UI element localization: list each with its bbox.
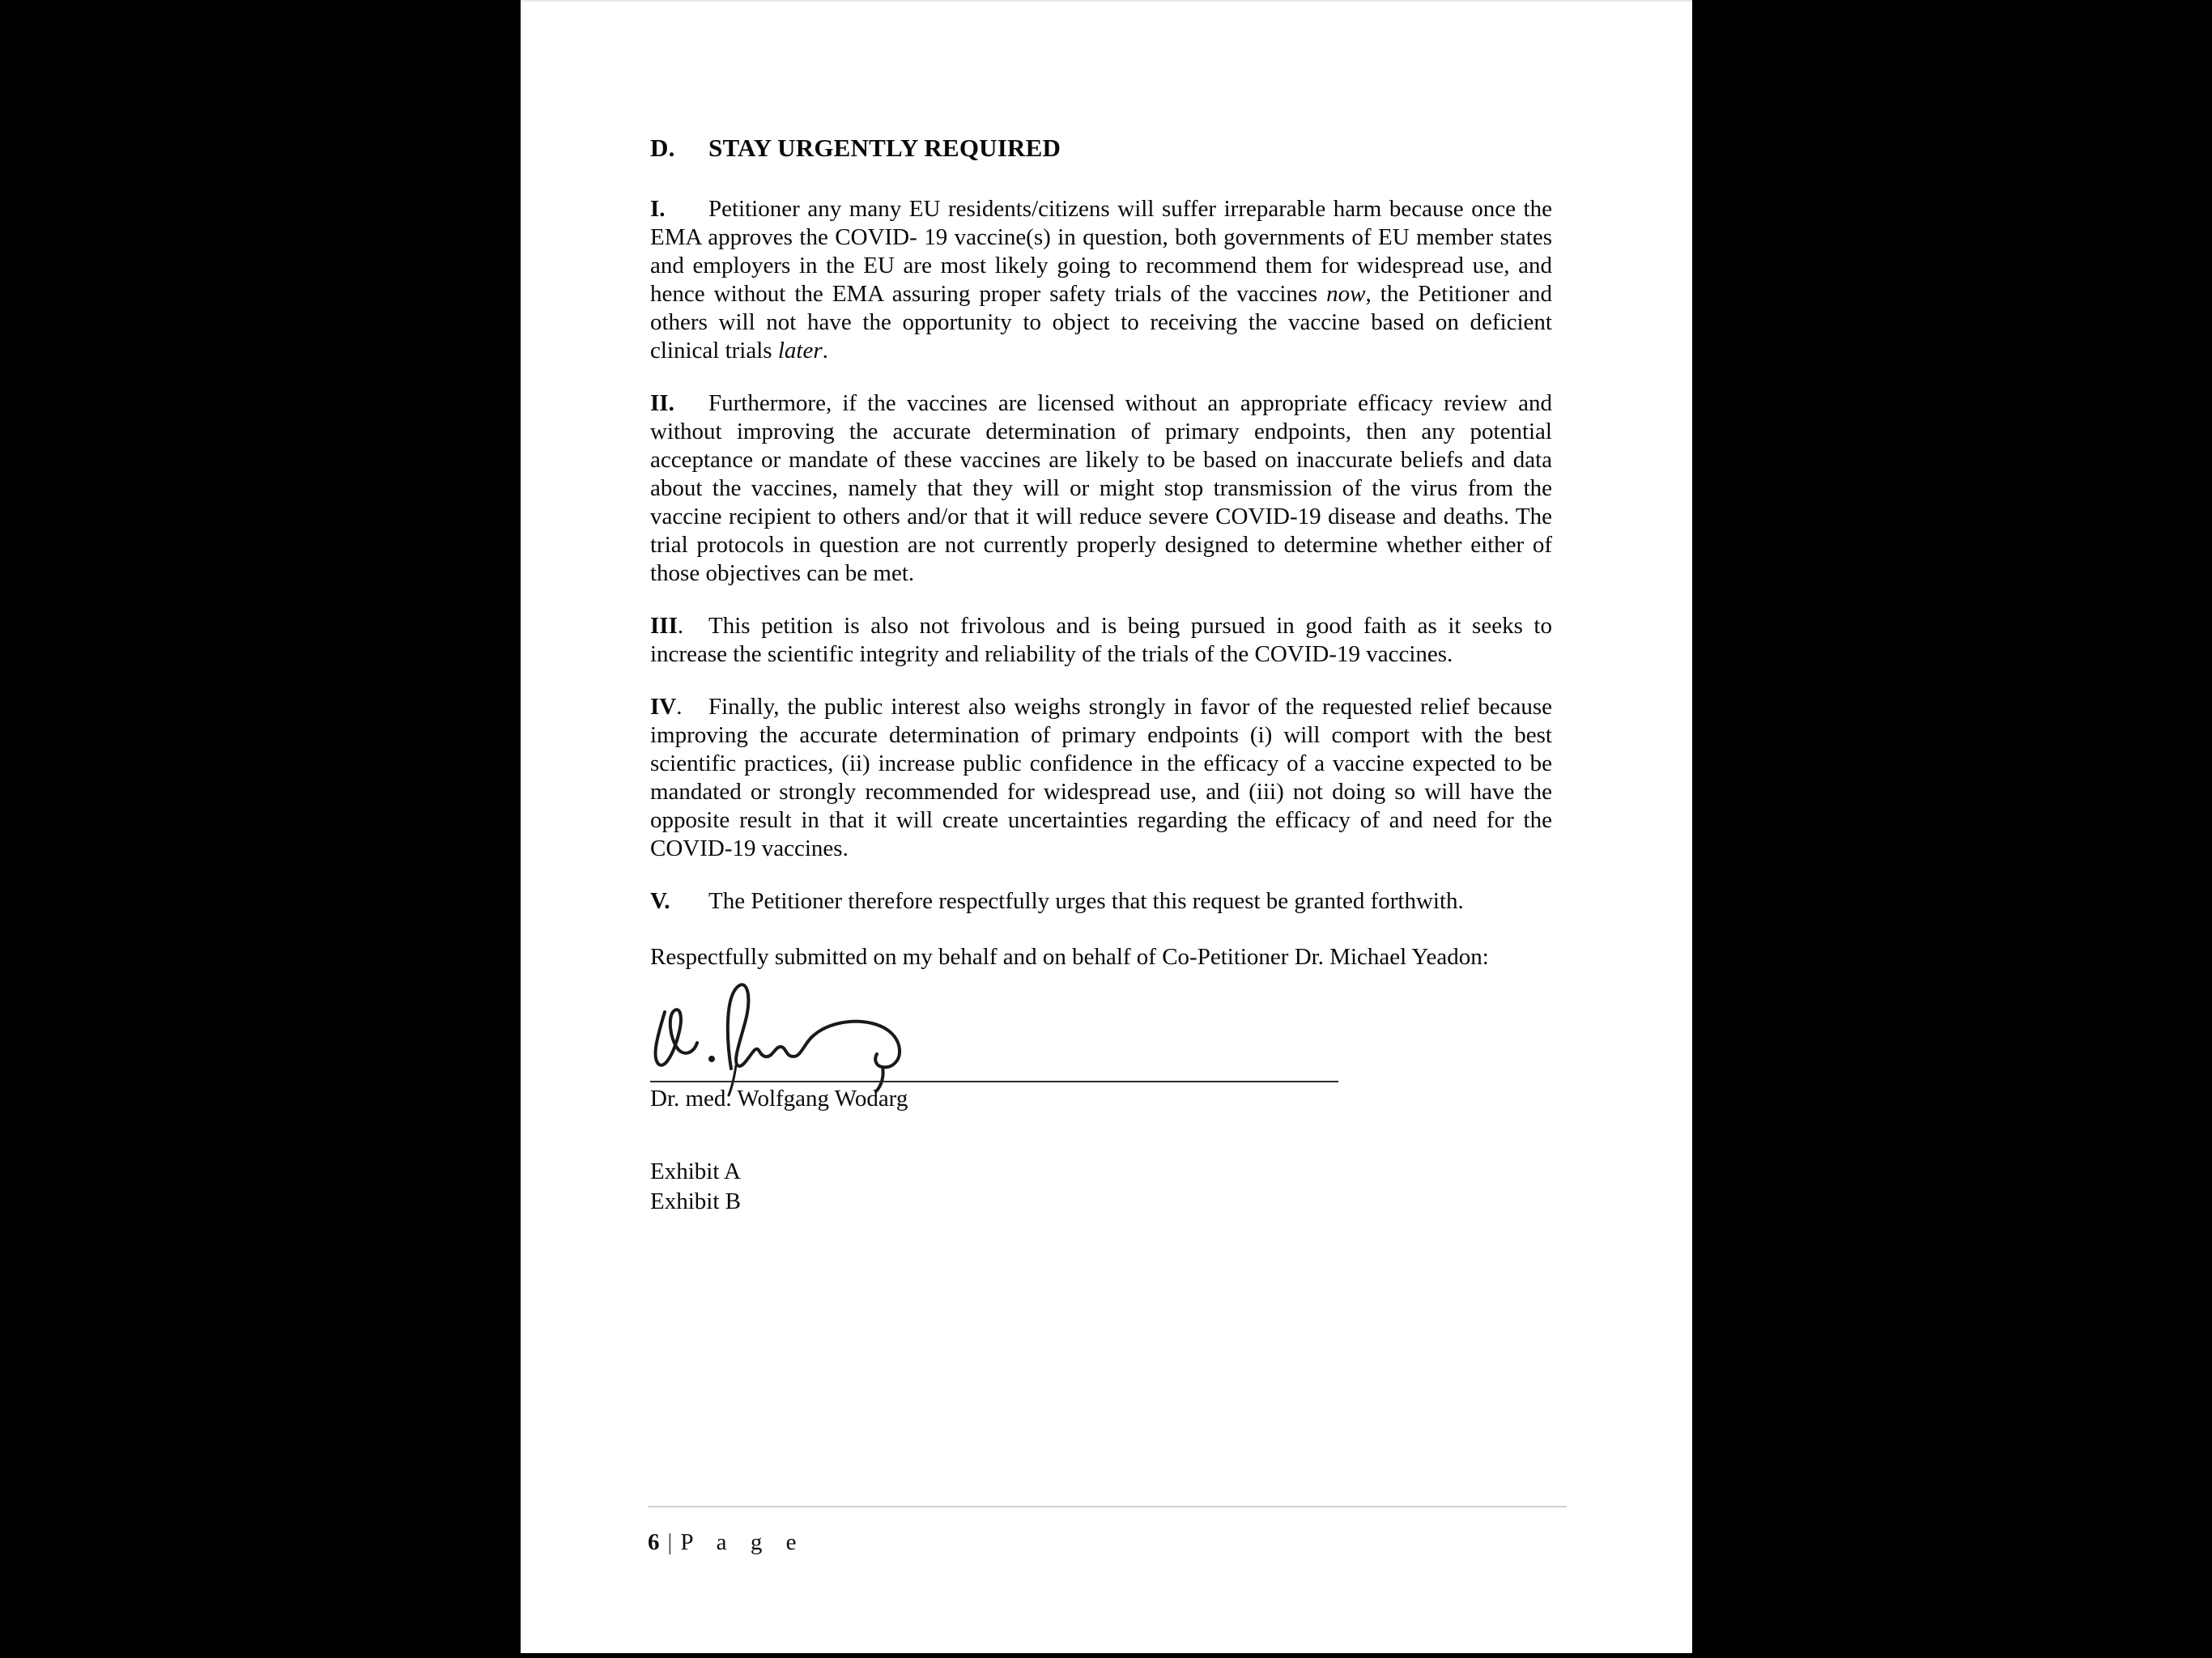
signature-line xyxy=(650,1081,1338,1082)
paragraph xyxy=(650,389,1552,588)
paragraph xyxy=(650,693,1552,863)
paragraph-number: V. xyxy=(650,888,670,914)
paragraph-text: The Petitioner therefore respectfully urges that this request be granted forthwith. xyxy=(708,888,1464,914)
paragraph-text: Petitioner any many EU residents/citizens will suffer irreparable harm because once the EMA approves the COVID- 19 vaccine(s) in question, both governments of EU member states and employers in the EU are most likely going to recommend them for widespread use, and hence without the EMA assuring proper safety trials of the vaccines xyxy=(650,196,1552,307)
paragraph-text: , the Petitioner and others will not have the opportunity to object to receiving the vaccine based on deficient clinical trials xyxy=(650,281,1552,363)
paragraph-text: This petition is also not frivolous and is being pursued in good faith as it seeks to increase the scientific integrity and reliability of the trials of the COVID-19 vaccines. xyxy=(650,613,1552,667)
paragraph-text-italic: now xyxy=(1326,281,1366,307)
signatory-name: Dr. med. Wolfgang Wodarg xyxy=(650,1086,908,1112)
paragraph-list xyxy=(650,195,1552,916)
footer-text xyxy=(648,1529,1567,1556)
paragraph-text-italic: later xyxy=(777,338,823,363)
paragraph-number: I. xyxy=(650,196,666,222)
exhibit-list xyxy=(650,1157,1552,1217)
signature-area xyxy=(650,971,1552,1082)
document-page xyxy=(521,0,1692,1653)
paragraph xyxy=(650,612,1552,669)
paragraph xyxy=(650,887,1552,916)
footer-separator: | xyxy=(667,1529,673,1555)
page-content xyxy=(650,0,1552,1217)
paragraph-number: III. xyxy=(650,613,684,639)
paragraph-text: Furthermore, if the vaccines are licensed without an appropriate efficacy review and without improving the accurate determination of primary endpoints, then any potential acceptance or mandate of these vaccines are likely to be based on inaccurate beliefs and data about the vaccines, namely that they will or might stop transmission of the virus from the vaccine recipient to others and/or that it will reduce severe COVID-19 disease and deaths. The trial protocols in question are not currently properly designed to determine whether either of those objectives can be met. xyxy=(650,390,1552,586)
section-heading xyxy=(650,134,1552,163)
section-title: STAY URGENTLY REQUIRED xyxy=(708,134,1061,162)
page-footer xyxy=(648,1506,1567,1556)
paragraph-number: II. xyxy=(650,390,674,416)
paragraph-text: . xyxy=(822,338,828,363)
closing-line: Respectfully submitted on my behalf and on behalf of Co-Petitioner Dr. Michael Yeadon: xyxy=(650,944,1489,970)
footer-label: P a g e xyxy=(680,1529,806,1555)
section-number: D. xyxy=(650,134,675,162)
paragraph-text: Finally, the public interest also weighs strongly in favor of the requested relief because improving the accurate determination of primary endpoints (i) will comport with the best scientific practices, (ii) increase public confidence in the efficacy of a vaccine expected to be mandated or strongly recommended for widespread use, and (iii) not doing so will have the opposite result in that it will create uncertainties regarding the efficacy of and need for the COVID-19 vaccines. xyxy=(650,694,1552,861)
exhibit-item: Exhibit B xyxy=(650,1188,741,1214)
paragraph xyxy=(650,195,1552,365)
exhibit-item: Exhibit A xyxy=(650,1158,741,1184)
paragraph-number: IV. xyxy=(650,694,683,720)
page-number: 6 xyxy=(648,1529,660,1555)
signature-icon xyxy=(647,973,922,1096)
